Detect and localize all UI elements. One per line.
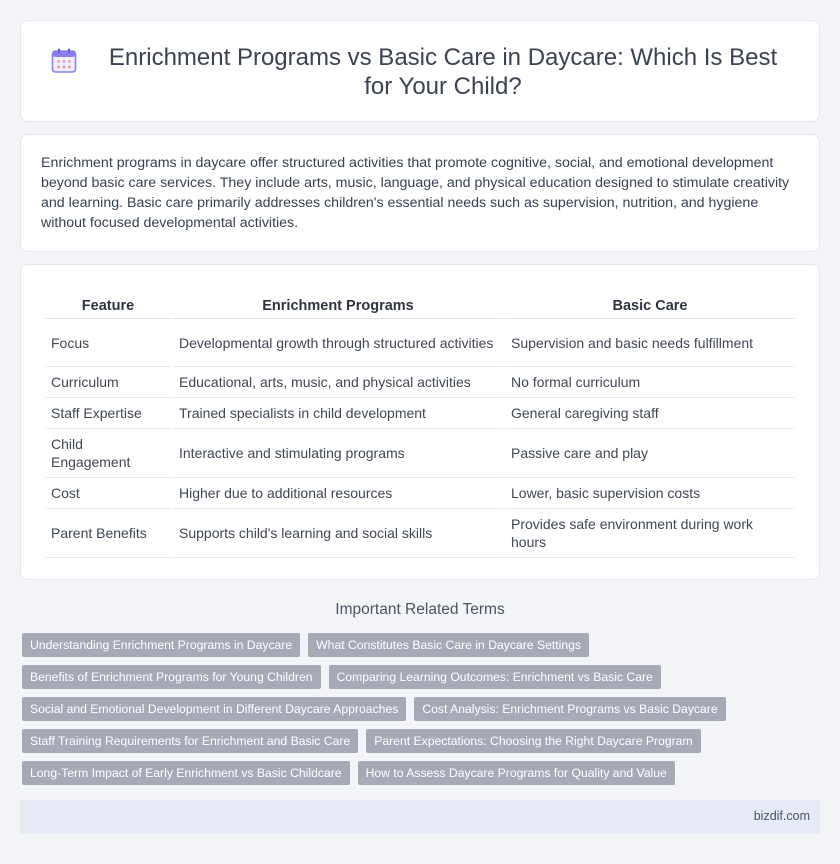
table-row <box>45 367 795 398</box>
table-row <box>45 398 795 429</box>
table-cell: Higher due to additional resources <box>173 478 503 509</box>
related-terms-list <box>22 633 812 785</box>
column-header-basic-care: Basic Care <box>505 293 795 319</box>
related-term-tag[interactable]: How to Assess Daycare Programs for Quality and Value <box>358 761 675 785</box>
table-cell: Provides safe environment during work hours <box>505 509 795 558</box>
related-term-tag[interactable]: Cost Analysis: Enrichment Programs vs Basic Daycare <box>414 697 725 721</box>
related-term-tag[interactable]: Social and Emotional Development in Different Daycare Approaches <box>22 697 406 721</box>
table-cell: General caregiving staff <box>505 398 795 429</box>
table-cell: Educational, arts, music, and physical activities <box>173 367 503 398</box>
table-row <box>45 509 795 558</box>
related-term-tag[interactable]: Long-Term Impact of Early Enrichment vs Basic Childcare <box>22 761 350 785</box>
table-cell: Staff Expertise <box>45 398 171 429</box>
table-row <box>45 429 795 478</box>
table-cell: Interactive and stimulating programs <box>173 429 503 478</box>
column-header-enrichment: Enrichment Programs <box>173 293 503 319</box>
table-cell: Supervision and basic needs fulfillment <box>505 319 795 367</box>
table-cell: Parent Benefits <box>45 509 171 558</box>
column-header-feature: Feature <box>45 293 171 319</box>
table-cell: Curriculum <box>45 367 171 398</box>
table-header-row <box>45 293 795 319</box>
intro-card <box>20 134 820 252</box>
related-term-tag[interactable]: Parent Expectations: Choosing the Right Daycare Program <box>366 729 700 753</box>
related-term-tag[interactable]: Comparing Learning Outcomes: Enrichment vs Basic Care <box>329 665 661 689</box>
table-cell: No formal curriculum <box>505 367 795 398</box>
comparison-card <box>20 264 820 580</box>
table-cell: Lower, basic supervision costs <box>505 478 795 509</box>
related-term-tag[interactable]: Understanding Enrichment Programs in Daycare <box>22 633 300 657</box>
calendar-icon <box>51 48 77 74</box>
table-row <box>45 478 795 509</box>
footer-bar <box>20 800 820 834</box>
table-cell: Passive care and play <box>505 429 795 478</box>
table-cell: Cost <box>45 478 171 509</box>
page-title: Enrichment Programs vs Basic Care in Daycare: Which Is Best for Your Child? <box>108 44 778 100</box>
comparison-table <box>43 293 797 558</box>
intro-paragraph: Enrichment programs in daycare offer structured activities that promote cognitive, social, and emotional development beyond basic care services. They include arts, music, language, and physical education designed to stimulate creativity and learning. Basic care primarily addresses children's essential needs such as supervision, nutrition, and hygiene without focused developmental activities. <box>41 155 790 231</box>
table-cell: Supports child's learning and social skills <box>173 509 503 558</box>
table-cell: Focus <box>45 319 171 367</box>
related-term-tag[interactable]: What Constitutes Basic Care in Daycare Settings <box>308 633 589 657</box>
table-cell: Developmental growth through structured activities <box>173 319 503 367</box>
related-term-tag[interactable]: Benefits of Enrichment Programs for Young Children <box>22 665 321 689</box>
table-row <box>45 319 795 367</box>
header-card <box>20 20 820 122</box>
table-cell: Child Engagement <box>45 429 171 478</box>
site-credit-link[interactable]: bizdif.com <box>753 809 810 823</box>
related-terms-heading: Important Related Terms <box>335 601 505 618</box>
related-term-tag[interactable]: Staff Training Requirements for Enrichment and Basic Care <box>22 729 358 753</box>
table-cell: Trained specialists in child development <box>173 398 503 429</box>
